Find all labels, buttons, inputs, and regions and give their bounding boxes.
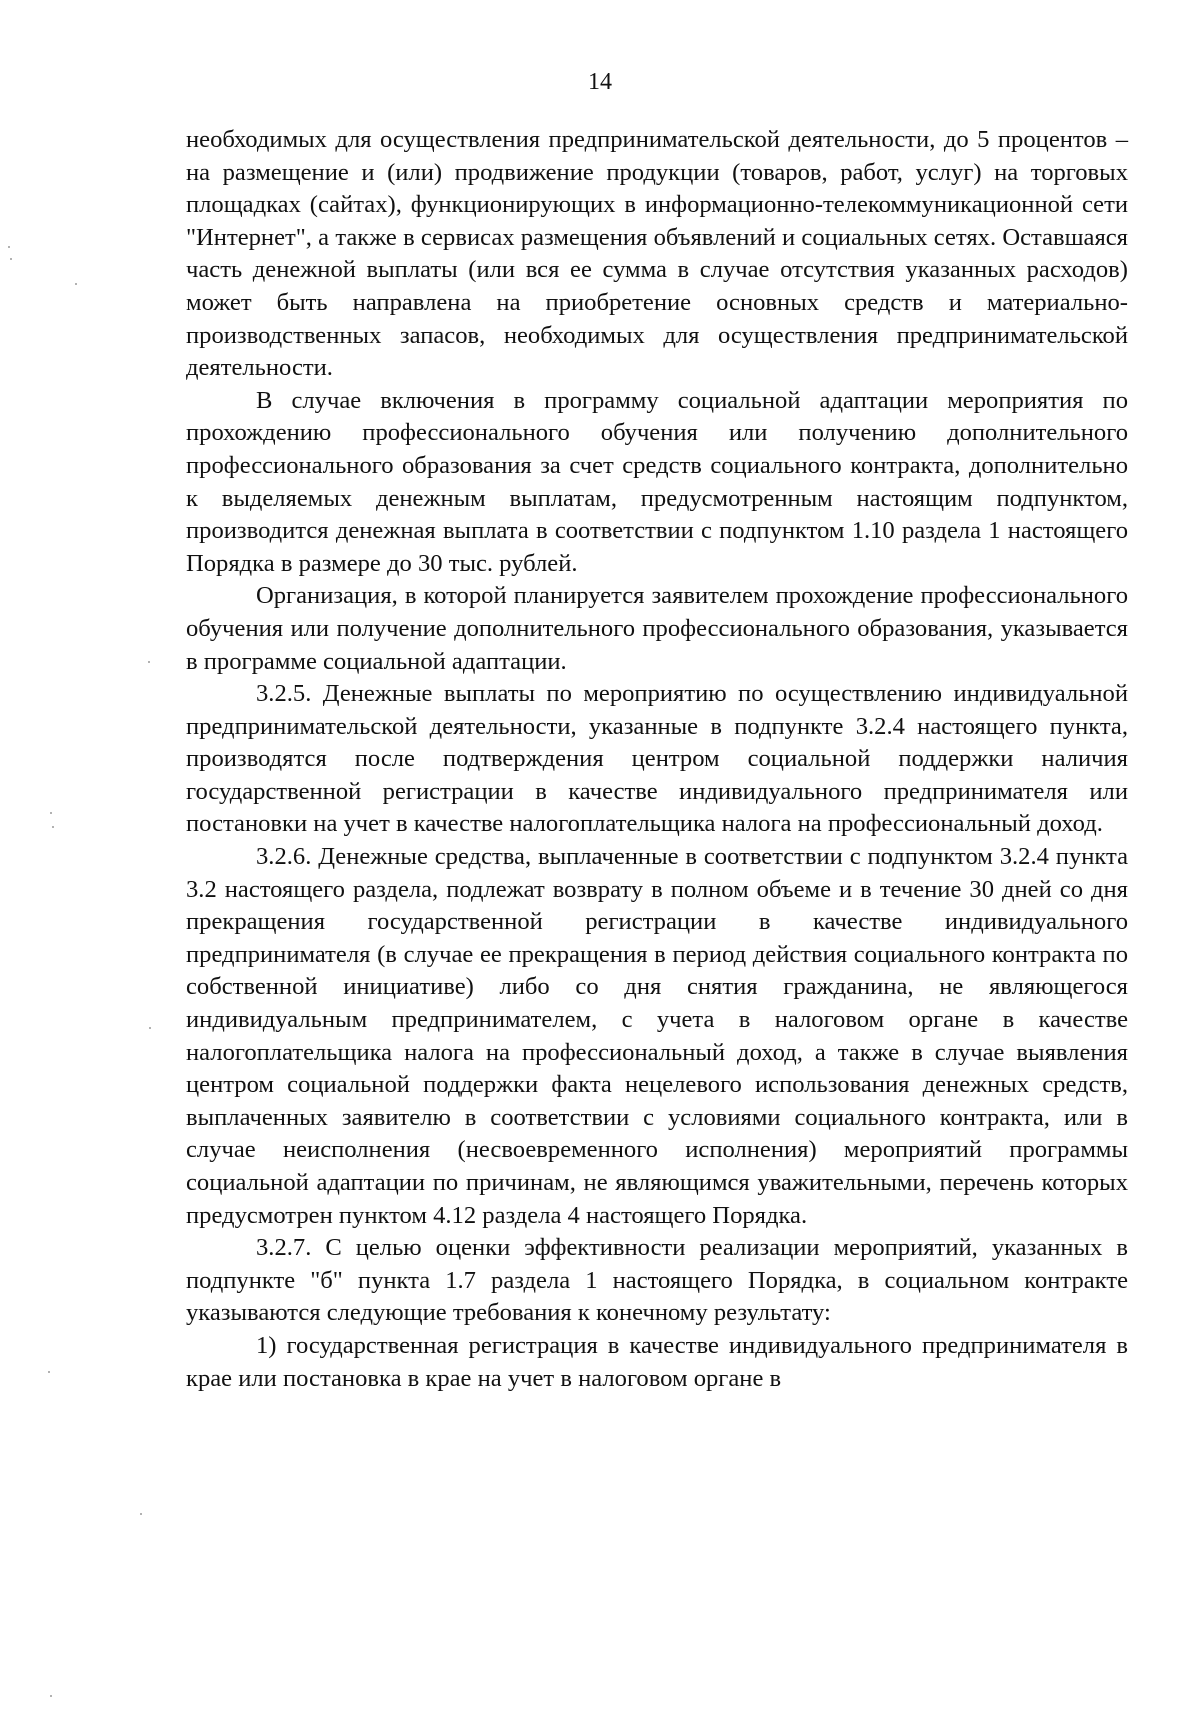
scan-speck	[50, 1695, 52, 1697]
page-number: 14	[588, 69, 612, 95]
paragraph-requirement-1: 1) государственная регистрация в качестве индивидуального предпринимателя в крае или постановка в крае на учет в налоговом органе в	[186, 1331, 1128, 1392]
paragraph-training-organization: Организация, в которой планируется заявителем прохождение профессионального обучения или получение дополнительного профессионального образования, указывается в программе социальной адаптации.	[186, 582, 1128, 675]
paragraph-training-payment: В случае включения в программу социальной адаптации мероприятия по прохождению профессионального обучения или получению дополнительного профессионального образования за счет средств социального контракта, дополнительно к выделяемых денежным выплатам, предусмотренным настоящим подпунктом, производится денежная выплата в соответствии с подпунктом 1.10 раздела 1 настоящего Порядка в размере до 30 тыс. рублей.	[186, 386, 1128, 577]
paragraph-continuation: необходимых для осуществления предпринимательской деятельности, до 5 процентов – на размещение и (или) продвижение продукции (товаров, работ, услуг) на торговых площадках (сайтах), функционирующих в информационно-телекоммуникационной сети "Интернет", а также в сервисах размещения объявлений и социальных сетях. Оставшаяся часть денежной выплаты (или вся ее сумма в случае отсутствия указанных расходов) может быть направлена на приобретение основных средств и материально-производственных запасов, необходимых для осуществления предпринимательской деятельности.	[186, 126, 1128, 382]
scan-speck	[50, 812, 52, 814]
scan-speck	[8, 246, 10, 248]
paragraph-3-2-7: 3.2.7. С целью оценки эффективности реализации мероприятий, указанных в подпункте "б" пункта 1.7 раздела 1 настоящего Порядка, в социальном контракте указываются следующие требования к конечному результату:	[186, 1234, 1128, 1327]
paragraph-3-2-6: 3.2.6. Денежные средства, выплаченные в соответствии с подпунктом 3.2.4 пункта 3.2 настоящего раздела, подлежат возврату в полном объеме и в течение 30 дней со дня прекращения государственной регистрации в качестве индивидуального предпринимателя (в случае ее прекращения в период действия социального контракта по собственной инициативе) либо со дня снятия гражданина, не являющегося индивидуальным предпринимателем, с учета в налоговом органе в качестве налогоплательщика налога на профессиональный доход, а также в случае выявления центром социальной поддержки факта нецелевого использования денежных средств, выплаченных заявителю в соответствии с условиями социального контракта, или в случае неисполнения (несвоевременного исполнения) мероприятий программы социальной адаптации по причинам, не являющимся уважительными, перечень которых предусмотрен пунктом 4.12 раздела 4 настоящего Порядка.	[186, 843, 1128, 1229]
scan-speck	[75, 283, 77, 285]
scan-speck	[48, 1371, 50, 1373]
scan-speck	[148, 661, 150, 663]
paragraph-3-2-5: 3.2.5. Денежные выплаты по мероприятию по осуществлению индивидуальной предпринимательской деятельности, указанные в подпункте 3.2.4 настоящего пункта, производятся после подтверждения центром социальной поддержки наличия государственной регистрации в качестве индивидуального предпринимателя или постановки на учет в качестве налогоплательщика налога на профессиональный доход.	[186, 680, 1128, 838]
scan-speck	[149, 1027, 151, 1029]
scan-speck	[140, 1513, 142, 1515]
scan-speck	[52, 826, 54, 828]
document-body	[186, 124, 1128, 1395]
scan-speck	[10, 258, 12, 260]
